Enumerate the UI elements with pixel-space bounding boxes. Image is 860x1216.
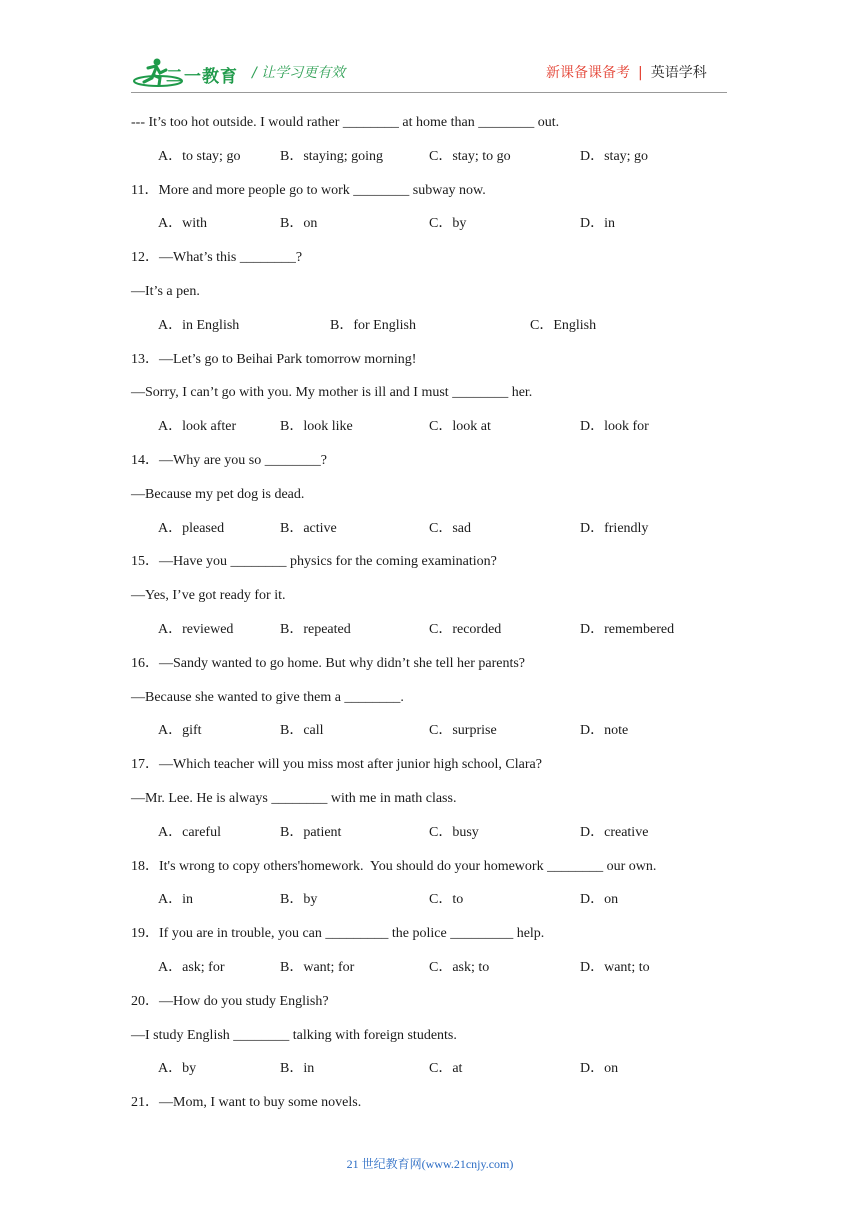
- question-dialogue-line: —Yes, I’ve got ready for it.: [131, 588, 286, 603]
- answer-option: D．look for: [580, 419, 649, 434]
- answer-option: A．in: [158, 892, 193, 907]
- answer-option: A．pleased: [158, 521, 225, 536]
- answer-option: B．on: [280, 216, 318, 231]
- question-stem: 18．It's wrong to copy others'homework. You should do your homework ________ our own.: [131, 859, 657, 874]
- answer-option: A．ask; for: [158, 960, 225, 975]
- answer-option: D．on: [580, 1061, 619, 1076]
- question-stem: 21．—Mom, I want to buy some novels.: [131, 1095, 362, 1110]
- answer-option: B．want; for: [280, 960, 355, 975]
- answer-option: C．recorded: [429, 622, 502, 637]
- question-dialogue-line: —Because she wanted to give them a ________.: [131, 690, 404, 705]
- answer-option: A．with: [158, 216, 207, 231]
- question-stem: 19．If you are in trouble, you can _________ the police _________ help.: [131, 926, 545, 941]
- answer-option: B．repeated: [280, 622, 351, 637]
- answer-option: A．by: [158, 1061, 197, 1076]
- answer-option: C．ask; to: [429, 960, 490, 975]
- question-stem: 15．—Have you ________ physics for the coming examination?: [131, 554, 497, 569]
- header-subject: 英语学科: [650, 65, 707, 81]
- answer-option: C．busy: [429, 825, 479, 840]
- answer-option: B．for English: [330, 318, 416, 333]
- question-stem: 17．—Which teacher will you miss most after junior high school, Clara?: [131, 757, 542, 772]
- question-stem: 20．—How do you study English?: [131, 994, 329, 1009]
- brand-name: 二一教育: [166, 67, 238, 87]
- answer-option: B．active: [280, 521, 337, 536]
- question-dialogue-line: —Sorry, I can’t go with you. My mother is ill and I must ________ her.: [131, 385, 533, 400]
- answer-option: A．reviewed: [158, 622, 234, 637]
- answer-option: A．to stay; go: [158, 149, 241, 164]
- answer-option: C．sad: [429, 521, 471, 536]
- answer-option: C．English: [530, 318, 597, 333]
- header-separator: |: [638, 65, 643, 81]
- answer-option: D．friendly: [580, 521, 649, 536]
- answer-option: A．gift: [158, 723, 202, 738]
- question-dialogue-line: —I study English ________ talking with foreign students.: [131, 1028, 457, 1043]
- answer-option: C．by: [429, 216, 467, 231]
- question-stem: 11．More and more people go to work ________ subway now.: [131, 183, 486, 198]
- answer-option: B．call: [280, 723, 324, 738]
- page-footer: 21 世纪教育网(www.21cnjy.com): [346, 1157, 514, 1171]
- question-dialogue-line: —It’s a pen.: [131, 284, 200, 299]
- question-stem: 13．—Let’s go to Beihai Park tomorrow morning!: [131, 352, 417, 367]
- answer-option: C．look at: [429, 419, 491, 434]
- question-stem: 14．—Why are you so ________?: [131, 453, 327, 468]
- answer-option: A．careful: [158, 825, 221, 840]
- answer-option: C．at: [429, 1061, 463, 1076]
- answer-option: C．surprise: [429, 723, 497, 738]
- answer-option: B．look like: [280, 419, 353, 434]
- question-dialogue-line: —Mr. Lee. He is always ________ with me in math class.: [131, 791, 457, 806]
- answer-option: D．in: [580, 216, 615, 231]
- header-divider: [131, 92, 727, 93]
- answer-option: C．stay; to go: [429, 149, 511, 164]
- answer-option: D．creative: [580, 825, 649, 840]
- question-stem: 12．—What’s this ________?: [131, 250, 303, 265]
- header-tagline: 新课备课备考: [546, 65, 630, 81]
- answer-option: A．look after: [158, 419, 237, 434]
- question-stem: --- It’s too hot outside. I would rather ________ at home than ________ out.: [131, 115, 560, 130]
- answer-option: D．stay; go: [580, 149, 649, 164]
- answer-option: B．in: [280, 1061, 315, 1076]
- header-right: [546, 62, 707, 82]
- question-dialogue-line: —Because my pet dog is dead.: [131, 487, 305, 502]
- answer-option: C．to: [429, 892, 464, 907]
- brand-slogan: / 让学习更有效: [252, 65, 346, 81]
- answer-option: D．on: [580, 892, 619, 907]
- page-header: [0, 0, 860, 100]
- answer-option: D．note: [580, 723, 629, 738]
- answer-option: B．by: [280, 892, 318, 907]
- answer-option: D．want; to: [580, 960, 650, 975]
- answer-option: A．in English: [158, 318, 240, 333]
- answer-option: B．staying; going: [280, 149, 384, 164]
- question-stem: 16．—Sandy wanted to go home. But why didn’t she tell her parents?: [131, 656, 526, 671]
- answer-option: D．remembered: [580, 622, 675, 637]
- answer-option: B．patient: [280, 825, 342, 840]
